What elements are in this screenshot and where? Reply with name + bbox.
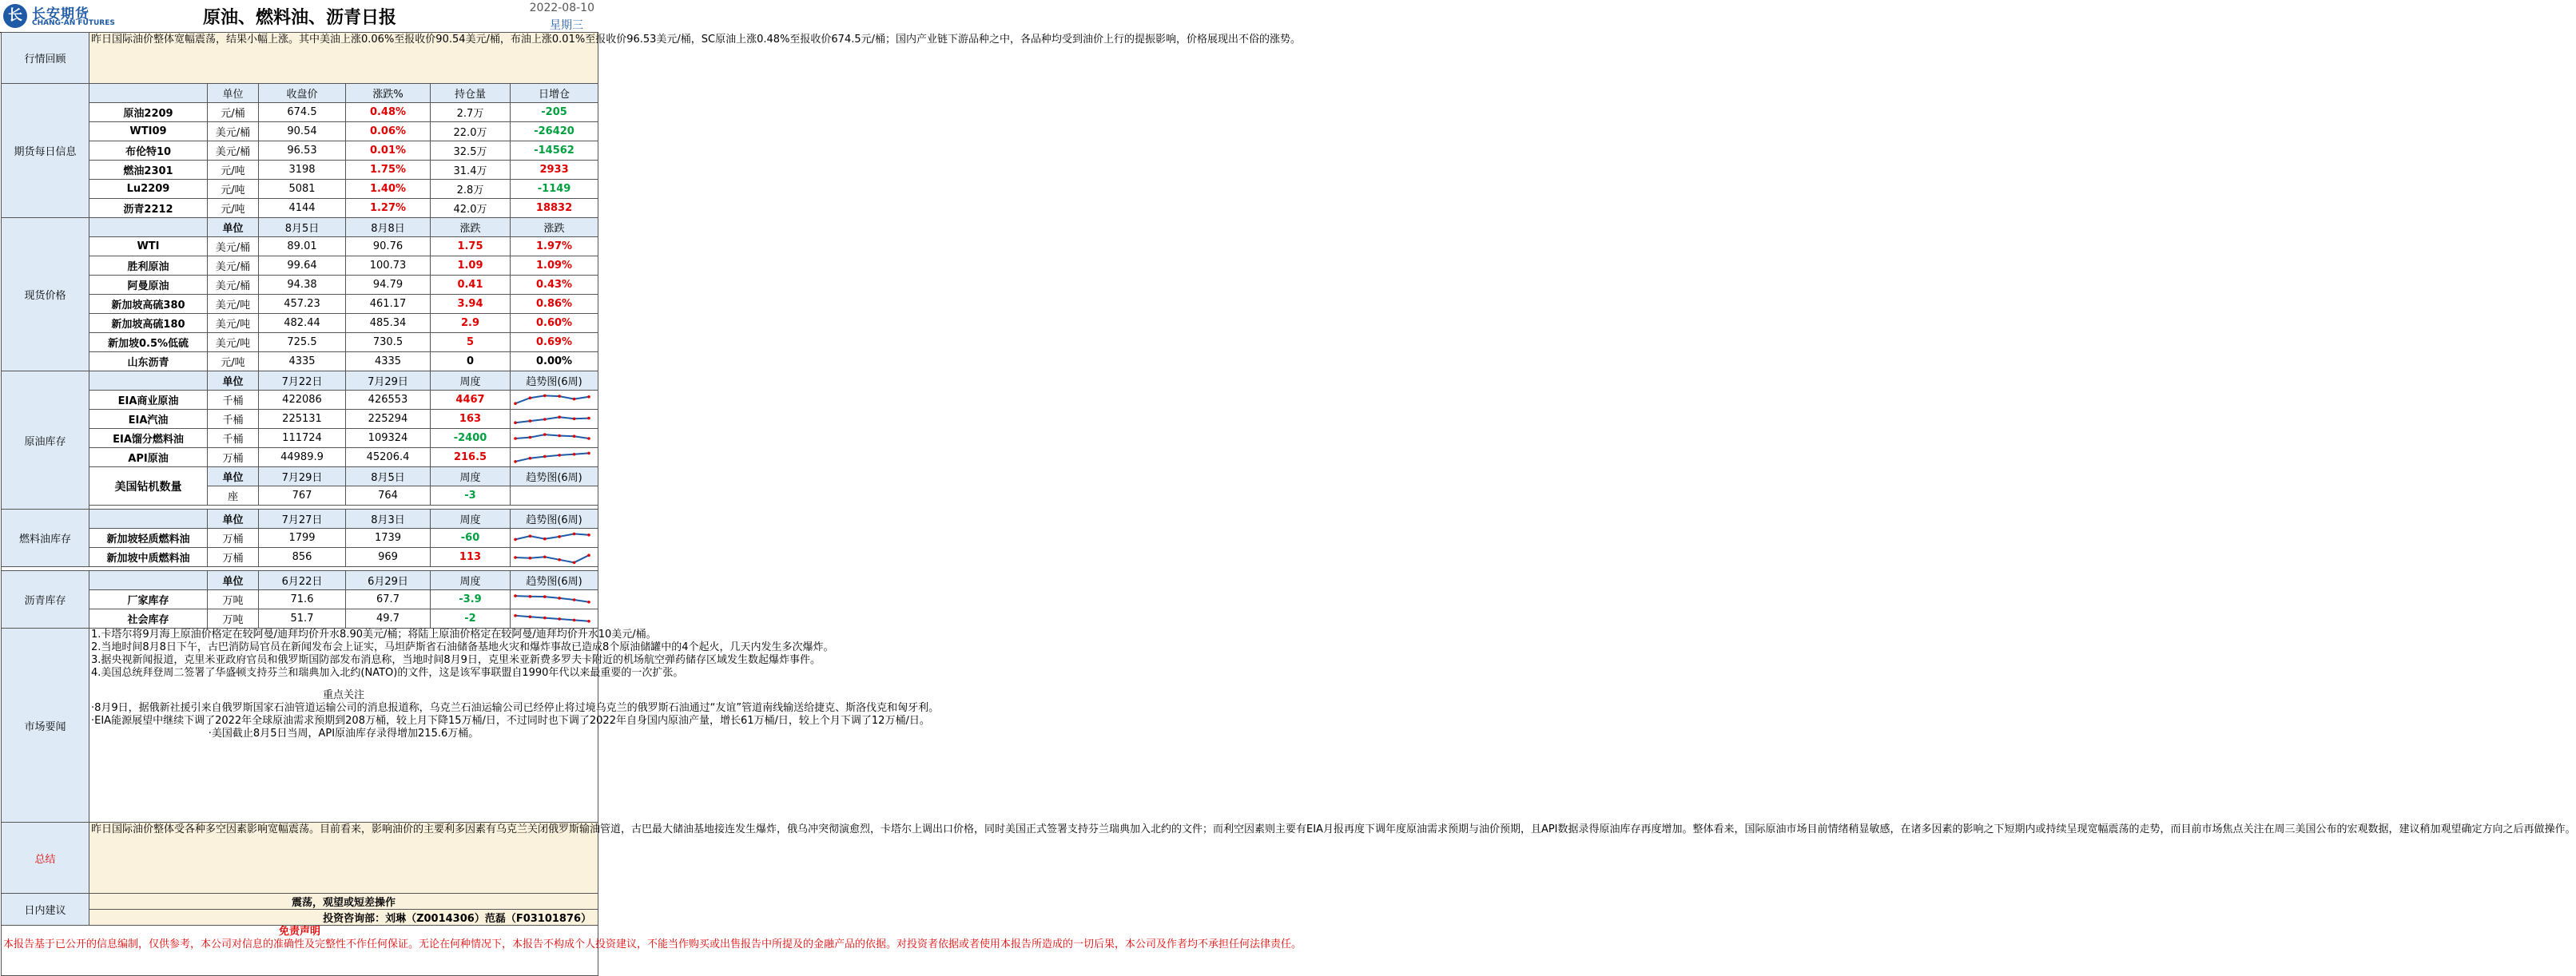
- trend-line: [515, 555, 589, 562]
- trend-point: [573, 397, 576, 400]
- cell: 1.75%: [346, 161, 431, 180]
- col-header: 单位: [208, 571, 259, 590]
- futures-row: [2, 141, 598, 161]
- row-name: Lu2209: [89, 180, 208, 199]
- logo-mark-icon: 长: [3, 4, 27, 28]
- cell: 67.7: [346, 590, 431, 609]
- trend-point: [573, 618, 576, 621]
- sparkline: [511, 548, 598, 567]
- cell: 1.97%: [511, 237, 598, 256]
- trend-point: [529, 534, 532, 538]
- cell: 元/吨: [208, 199, 259, 218]
- col-header: 趋势图(6周): [511, 467, 598, 486]
- cell: 225294: [346, 410, 431, 429]
- row-name: 新加坡高硫180: [89, 314, 208, 333]
- trend-point: [587, 553, 590, 557]
- cell: 2.9: [431, 314, 511, 333]
- col-header: 日增仓: [511, 84, 598, 103]
- cell: 969: [346, 548, 431, 567]
- col-header: 涨跌: [511, 218, 598, 237]
- consultant-text: 投资咨询部：刘琳（Z0014306）范磊（F03101876）: [89, 910, 598, 926]
- row-name: 胜利原油: [89, 256, 208, 276]
- trend-point: [558, 535, 561, 538]
- cell: 767: [259, 486, 346, 506]
- spot-row: [2, 352, 598, 371]
- cell: -205: [511, 103, 598, 122]
- col-header: 单位: [208, 84, 259, 103]
- trend-sparkline: [512, 430, 592, 447]
- cell: 764: [346, 486, 431, 506]
- cell: 113: [431, 548, 511, 567]
- trend-point: [543, 555, 547, 558]
- cell: 元/吨: [208, 180, 259, 199]
- cell: 4144: [259, 199, 346, 218]
- trend-point: [514, 437, 517, 440]
- cell: 730.5: [346, 333, 431, 352]
- sparkline: [511, 529, 598, 548]
- col-header: 涨跌: [431, 218, 511, 237]
- focus-item: ·8月9日，据俄新社援引来自俄罗斯国家石油管道运输公司的消息报道称，乌克兰石油运输公司已经停止将过境乌克兰的俄罗斯石油通过“友谊”管道南线输送给捷克、斯洛伐克和匈牙利。: [91, 702, 940, 714]
- spot-row: [2, 237, 598, 256]
- section-label-crude-inventory: 原油库存: [2, 371, 89, 510]
- trend-point: [587, 451, 590, 454]
- cell: 美元/桶: [208, 141, 259, 161]
- trend-point: [587, 395, 590, 399]
- trend-sparkline: [512, 449, 592, 466]
- cell: 4467: [431, 391, 511, 410]
- trend-point: [558, 434, 561, 437]
- cell: -3: [431, 486, 511, 506]
- news-item: 1.卡塔尔将9月海上原油价格定在较阿曼/迪拜均价升水8.90美元/桶；将陆上原油价格定在较阿曼/迪拜均价升水10美元/桶。: [91, 629, 657, 641]
- sparkline: [511, 391, 598, 410]
- cell: 1.40%: [346, 180, 431, 199]
- news-row: [2, 629, 598, 823]
- trend-point: [543, 418, 547, 421]
- trend-sparkline: [512, 591, 592, 609]
- cell: 90.76: [346, 237, 431, 256]
- cell: 426553: [346, 391, 431, 410]
- cell: 美元/桶: [208, 276, 259, 295]
- cell: -60: [431, 529, 511, 548]
- cell: 0.69%: [511, 333, 598, 352]
- row-name: 新加坡高硫380: [89, 295, 208, 314]
- cell: 49.7: [346, 609, 431, 629]
- col-header: 单位: [208, 371, 259, 391]
- col-header: 6月22日: [259, 571, 346, 590]
- cell: 万桶: [208, 529, 259, 548]
- sparkline: [511, 590, 598, 609]
- trend-point: [573, 434, 576, 438]
- focus-title: 重点关注: [323, 689, 365, 701]
- cell: 2933: [511, 161, 598, 180]
- trend-sparkline: [512, 530, 592, 547]
- disclaimer-text: 本报告基于已公开的信息编制，仅供参考，本公司对信息的准确性及完整性不作任何保证。无论在何种情况下，本报告不构成个人投资建议，不能当作购买或出售报告中所提及的金融产品的依据。对投资者依据或者使用本报告所造成的一切后果，本公司及作者均不承担任何法律责任。: [3, 938, 1302, 950]
- cell: 美元/吨: [208, 333, 259, 352]
- cell: 225131: [259, 410, 346, 429]
- trend-point: [543, 433, 547, 436]
- row-name: EIA馏分燃料油: [89, 429, 208, 448]
- trend-point: [587, 437, 590, 440]
- cell: 3.94: [431, 295, 511, 314]
- disclaimer-title: 免责声明: [279, 926, 321, 938]
- cell: 1.75: [431, 237, 511, 256]
- cell: 0.41: [431, 276, 511, 295]
- focus-item: ·美国截止8月5日当周，API原油库存录得增加215.6万桶。: [208, 728, 479, 740]
- fuel-header-row: [2, 510, 598, 529]
- disclaimer: [2, 926, 1302, 976]
- cell: 109324: [346, 429, 431, 448]
- report-weekday: 星期三: [550, 19, 583, 32]
- cell: 座: [208, 486, 259, 506]
- cell: 51.7: [259, 609, 346, 629]
- col-header: 周度: [431, 510, 511, 529]
- trend-line: [515, 453, 589, 462]
- trend-point: [514, 460, 517, 463]
- sparkline: [511, 448, 598, 467]
- section-label-market-review: 行情回顾: [2, 33, 89, 84]
- report-date: 2022-08-10: [529, 2, 594, 14]
- cell: 674.5: [259, 103, 346, 122]
- empty-trend-cell: [511, 486, 598, 506]
- row-name-rig: 美国钻机数量: [89, 467, 208, 506]
- trend-point: [543, 616, 547, 619]
- cell: 千桶: [208, 429, 259, 448]
- cell: 422086: [259, 391, 346, 410]
- cell: 3198: [259, 161, 346, 180]
- news-item: 2.当地时间8月8日下午，古巴消防局官员在新闻发布会上证实，马坦萨斯省石油储备基地火灾和爆炸事故已造成8个原油储罐中的4个起火，几天内发生多次爆炸。: [91, 641, 834, 653]
- cell: -2400: [431, 429, 511, 448]
- trend-line: [515, 615, 589, 621]
- futures-row: [2, 180, 598, 199]
- cell: 163: [431, 410, 511, 429]
- col-header: 趋势图(6周): [511, 371, 598, 391]
- section-label-summary: 总结: [2, 823, 89, 894]
- cell: 31.4万: [431, 161, 511, 180]
- company-logo: [3, 2, 115, 30]
- trend-point: [587, 534, 590, 537]
- cell: 45206.4: [346, 448, 431, 467]
- col-header: 单位: [208, 218, 259, 237]
- cell: 5: [431, 333, 511, 352]
- cell: 4335: [346, 352, 431, 371]
- trend-point: [587, 601, 590, 604]
- focus-item: ·EIA能源展望中继续下调了2022年全球原油需求预期到208万桶，较上月下降15万桶/日，不过同时也下调了2022年自身国内原油产量，增长61万桶/日，较上个月下调了12万桶/日。: [91, 715, 930, 727]
- cell: 0.48%: [346, 103, 431, 122]
- col-header: 单位: [208, 510, 259, 529]
- cell: 万吨: [208, 590, 259, 609]
- news-item: 4.美国总统拜登周二签署了华盛顿支持芬兰和瑞典加入北约(NATO)的文件，这是该军事联盟自1990年代以来最重要的一次扩张。: [91, 667, 684, 679]
- trend-point: [587, 620, 590, 623]
- trend-point: [514, 421, 517, 424]
- cell: -26420: [511, 122, 598, 141]
- trend-point: [514, 556, 517, 559]
- cell: 万桶: [208, 448, 259, 467]
- trend-point: [543, 394, 547, 397]
- row-name: 燃油2301: [89, 161, 208, 180]
- row-name: 社会库存: [89, 609, 208, 629]
- row-name: 原油2209: [89, 103, 208, 122]
- trend-point: [514, 614, 517, 617]
- spot-row: [2, 276, 598, 295]
- trend-line: [515, 596, 589, 602]
- cell: 485.34: [346, 314, 431, 333]
- row-name: EIA商业原油: [89, 391, 208, 410]
- cell: 2.8万: [431, 180, 511, 199]
- rig-header-row: [2, 467, 598, 486]
- consultant-row: [2, 910, 598, 926]
- sparkline: [511, 609, 598, 629]
- cell: 美元/吨: [208, 295, 259, 314]
- trend-point: [573, 532, 576, 535]
- market-review-row: [2, 33, 598, 84]
- trend-point: [529, 396, 532, 399]
- trend-point: [529, 556, 532, 559]
- cell: 元/吨: [208, 161, 259, 180]
- cell: 44989.9: [259, 448, 346, 467]
- trend-point: [558, 395, 561, 398]
- trend-point: [529, 615, 532, 618]
- spot-row: [2, 256, 598, 276]
- cell: 90.54: [259, 122, 346, 141]
- trend-sparkline: [512, 411, 592, 428]
- cell: -1149: [511, 180, 598, 199]
- cell: 100.73: [346, 256, 431, 276]
- col-header: 收盘价: [259, 84, 346, 103]
- summary-text: 昨日国际油价整体受各种多空因素影响宽幅震荡。目前看来，影响油价的主要利多因素有乌克兰关闭俄罗斯输油管道，古巴最大储油基地接连发生爆炸，俄乌冲突彻演愈烈，卡塔尔上调出口价格，同时美国正式签署支持芬兰瑞典加入北约的文件；而利空因素则主要有EIA月报再度下调年度原油需求预期与油价预期，且API数据录得原油库存再度增加。整体看来，国际原油市场目前情绪稍显敏感，在诸多因素的影响之下短期内或持续呈现宽幅震荡的走势，而目前市场焦点关注在周三美国公布的宏观数据，建议稍加观望确定方向之后再做操作。: [89, 823, 598, 894]
- row-name: WTI09: [89, 122, 208, 141]
- col-header: 8月5日: [346, 467, 431, 486]
- cell: 0.06%: [346, 122, 431, 141]
- crude-row: [2, 448, 598, 467]
- trend-point: [543, 595, 547, 598]
- news-item: 3.据央视新闻报道，克里米亚政府官员和俄罗斯国防部发布消息称，当地时间8月9日，克里米亚新费多罗夫卡附近的机场航空弹药储存区域发生数起爆炸事件。: [91, 654, 821, 666]
- col-header: 周度: [431, 571, 511, 590]
- crude-header-row: [2, 371, 598, 391]
- row-name: WTI: [89, 237, 208, 256]
- col-header: 单位: [208, 467, 259, 486]
- trend-point: [543, 537, 547, 540]
- col-header: 7月27日: [259, 510, 346, 529]
- row-name: 布伦特10: [89, 141, 208, 161]
- cell: 89.01: [259, 237, 346, 256]
- row-name: EIA汽油: [89, 410, 208, 429]
- section-label-asphalt-inventory: 沥青库存: [2, 571, 89, 629]
- col-header: 8月5日: [259, 218, 346, 237]
- section-label-spot: 现货价格: [2, 218, 89, 371]
- asphalt-row: [2, 590, 598, 609]
- col-header: 趋势图(6周): [511, 510, 598, 529]
- cell: 元/吨: [208, 352, 259, 371]
- cell: 千桶: [208, 391, 259, 410]
- crude-row: [2, 410, 598, 429]
- report-header: [0, 0, 598, 33]
- trend-line: [515, 534, 589, 539]
- row-name: 新加坡中质燃料油: [89, 548, 208, 567]
- trend-point: [514, 594, 517, 597]
- futures-row: [2, 161, 598, 180]
- cell: 216.5: [431, 448, 511, 467]
- cell: 元/桶: [208, 103, 259, 122]
- cell: 461.17: [346, 295, 431, 314]
- cell: 111724: [259, 429, 346, 448]
- trend-point: [514, 538, 517, 541]
- trend-point: [529, 419, 532, 423]
- trend-point: [558, 597, 561, 600]
- trend-point: [529, 595, 532, 598]
- cell: 856: [259, 548, 346, 567]
- cell: 0.86%: [511, 295, 598, 314]
- cell: 千桶: [208, 410, 259, 429]
- row-name: 阿曼原油: [89, 276, 208, 295]
- cell: 22.0万: [431, 122, 511, 141]
- trend-sparkline: [512, 610, 592, 628]
- company-name-cn: 长安期货: [32, 6, 89, 22]
- cell: 482.44: [259, 314, 346, 333]
- trend-point: [573, 598, 576, 601]
- trend-point: [587, 416, 590, 419]
- advice-text: 震荡，观望或短差操作: [89, 894, 598, 910]
- report-title: 原油、燃料油、沥青日报: [202, 8, 396, 28]
- col-header: 8月3日: [346, 510, 431, 529]
- cell: 美元/吨: [208, 314, 259, 333]
- cell: 4335: [259, 352, 346, 371]
- col-header: 持仓量: [431, 84, 511, 103]
- trend-point: [573, 561, 576, 564]
- cell: 1799: [259, 529, 346, 548]
- col-header: 涨跌%: [346, 84, 431, 103]
- col-header: 周度: [431, 467, 511, 486]
- row-name: 新加坡0.5%低硫: [89, 333, 208, 352]
- trend-point: [558, 558, 561, 561]
- trend-point: [573, 417, 576, 420]
- cell: 71.6: [259, 590, 346, 609]
- cell: 1.27%: [346, 199, 431, 218]
- cell: -2: [431, 609, 511, 629]
- section-label-futures: 期货每日信息: [2, 84, 89, 218]
- spot-row: [2, 295, 598, 314]
- cell: 32.5万: [431, 141, 511, 161]
- section-label-news: 市场要闻: [2, 629, 89, 823]
- cell: 万吨: [208, 609, 259, 629]
- futures-row: [2, 103, 598, 122]
- trend-line: [515, 434, 589, 438]
- cell: 1.09: [431, 256, 511, 276]
- fuel-row: [2, 529, 598, 548]
- cell: 99.64: [259, 256, 346, 276]
- row-name: 新加坡轻质燃料油: [89, 529, 208, 548]
- cell: 美元/桶: [208, 237, 259, 256]
- col-header: 7月22日: [259, 371, 346, 391]
- row-name: API原油: [89, 448, 208, 467]
- cell: 42.0万: [431, 199, 511, 218]
- sparkline: [511, 410, 598, 429]
- futures-row: [2, 199, 598, 218]
- cell: 1739: [346, 529, 431, 548]
- sparkline: [511, 429, 598, 448]
- row-name: 厂家库存: [89, 590, 208, 609]
- cell: 94.79: [346, 276, 431, 295]
- cell: 0: [431, 352, 511, 371]
- trend-point: [558, 415, 561, 419]
- summary-row: [2, 823, 598, 894]
- cell: 18832: [511, 199, 598, 218]
- cell: 0.00%: [511, 352, 598, 371]
- cell: 1.09%: [511, 256, 598, 276]
- cell: 457.23: [259, 295, 346, 314]
- trend-line: [515, 417, 589, 423]
- fuel-row: [2, 548, 598, 567]
- advice-row: [2, 894, 598, 910]
- trend-sparkline: [512, 549, 592, 566]
- col-header: 8月8日: [346, 218, 431, 237]
- trend-point: [514, 402, 517, 405]
- row-name: 山东沥青: [89, 352, 208, 371]
- crude-row: [2, 429, 598, 448]
- futures-row: [2, 122, 598, 141]
- crude-row: [2, 391, 598, 410]
- section-label-fuel-inventory: 燃料油库存: [2, 510, 89, 567]
- disclaimer-row: [2, 926, 598, 976]
- trend-point: [558, 454, 561, 457]
- cell: 2.7万: [431, 103, 511, 122]
- cell: 96.53: [259, 141, 346, 161]
- cell: 94.38: [259, 276, 346, 295]
- cell: 美元/桶: [208, 256, 259, 276]
- cell: -14562: [511, 141, 598, 161]
- cell: 0.43%: [511, 276, 598, 295]
- trend-point: [543, 454, 547, 458]
- trend-point: [529, 435, 532, 438]
- cell: 美元/桶: [208, 122, 259, 141]
- trend-point: [529, 456, 532, 459]
- trend-sparkline: [512, 391, 592, 409]
- cell: 725.5: [259, 333, 346, 352]
- cell: 5081: [259, 180, 346, 199]
- spot-header-row: [2, 218, 598, 237]
- section-label-advice: 日内建议: [2, 894, 89, 926]
- company-name-en: CHANG-AN FUTURES: [32, 19, 115, 27]
- col-header: 周度: [431, 371, 511, 391]
- col-header: 7月29日: [259, 467, 346, 486]
- col-header: 趋势图(6周): [511, 571, 598, 590]
- spot-row: [2, 314, 598, 333]
- trend-line: [515, 395, 589, 403]
- col-header: 6月29日: [346, 571, 431, 590]
- market-review-text: 昨日国际油价整体宽幅震荡，结果小幅上涨。其中美油上涨0.06%至报收价90.54美元/桶，布油上涨0.01%至报收价96.53美元/桶，SC原油上涨0.48%至报收价674.5元/桶；国内产业链下游品种之中，各品种均受到油价上行的提振影响，价格展现出不俗的涨势。: [89, 33, 598, 84]
- col-header: 7月29日: [346, 371, 431, 391]
- trend-point: [558, 617, 561, 621]
- futures-header-row: [2, 84, 598, 103]
- report-table: [1, 32, 2576, 976]
- news-content: [89, 629, 940, 823]
- cell: 0.60%: [511, 314, 598, 333]
- asphalt-header-row: [2, 571, 598, 590]
- spot-row: [2, 333, 598, 352]
- row-name: 沥青2212: [89, 199, 208, 218]
- cell: 0.01%: [346, 141, 431, 161]
- asphalt-row: [2, 609, 598, 629]
- trend-point: [573, 453, 576, 456]
- cell: 万桶: [208, 548, 259, 567]
- cell: -3.9: [431, 590, 511, 609]
